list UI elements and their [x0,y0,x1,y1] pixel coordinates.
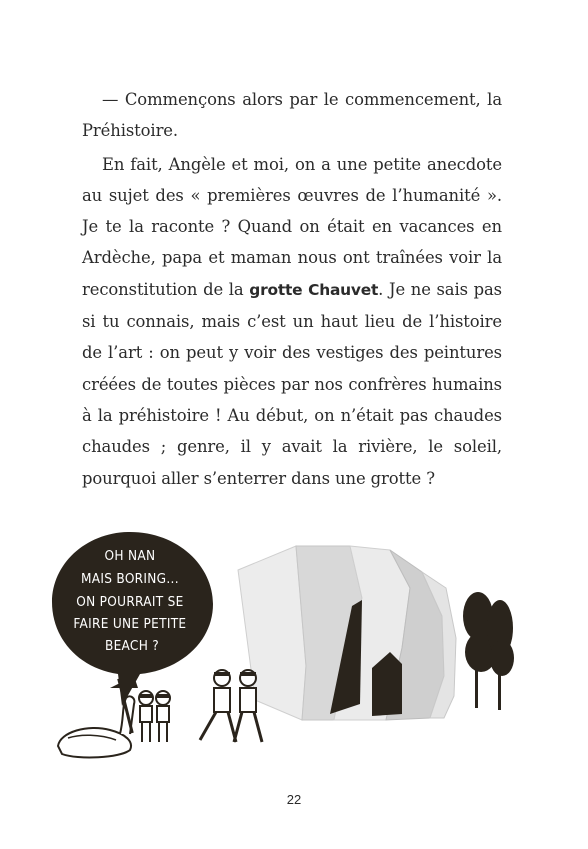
paragraph-text: — Commençons alors par le commencement, la Préhistoire. [82,90,502,141]
paragraph-text-before: En fait, Angèle et moi, on a une petite anecdote au sujet des « premières œuvres de l’humanité ». Je te la raconte ? Quand on était en vacances en Ardèche, papa et maman nous ont traînées voir la reconstitution de la [82,154,502,299]
illustration-cave-family [50,528,530,778]
bubble-line-1: OH NAN [104,548,156,564]
trees [463,592,514,710]
swan-float [58,696,134,757]
bold-place-name: grotte Chauvet [249,280,379,299]
cave-rock [238,546,456,720]
bubble-line-2: MAIS BORING... [80,571,179,587]
body-text [82,84,502,494]
paragraph-dialogue [82,84,502,147]
page-number: 22 [286,792,302,807]
paragraph-text-after: . Je ne sais pas si tu connais, mais c’est un haut lieu de l’histoire de l’art : on peut y voir des vestiges des peintures créées de toutes pièces par nos confrères humains à la préhistoire ! Au début, on n’était pas chaudes chaudes ; genre, il y avait la rivière, le soleil, pourquoi aller s’enterrer dans une grotte ? [82,279,502,488]
bubble-line-4: FAIRE UNE PETITE [73,616,187,632]
bubble-line-3: ON POURRAIT SE [76,594,184,610]
paragraph-anecdote [82,149,502,494]
bubble-line-5: BEACH ? [104,638,160,654]
parents-walking [200,670,262,742]
